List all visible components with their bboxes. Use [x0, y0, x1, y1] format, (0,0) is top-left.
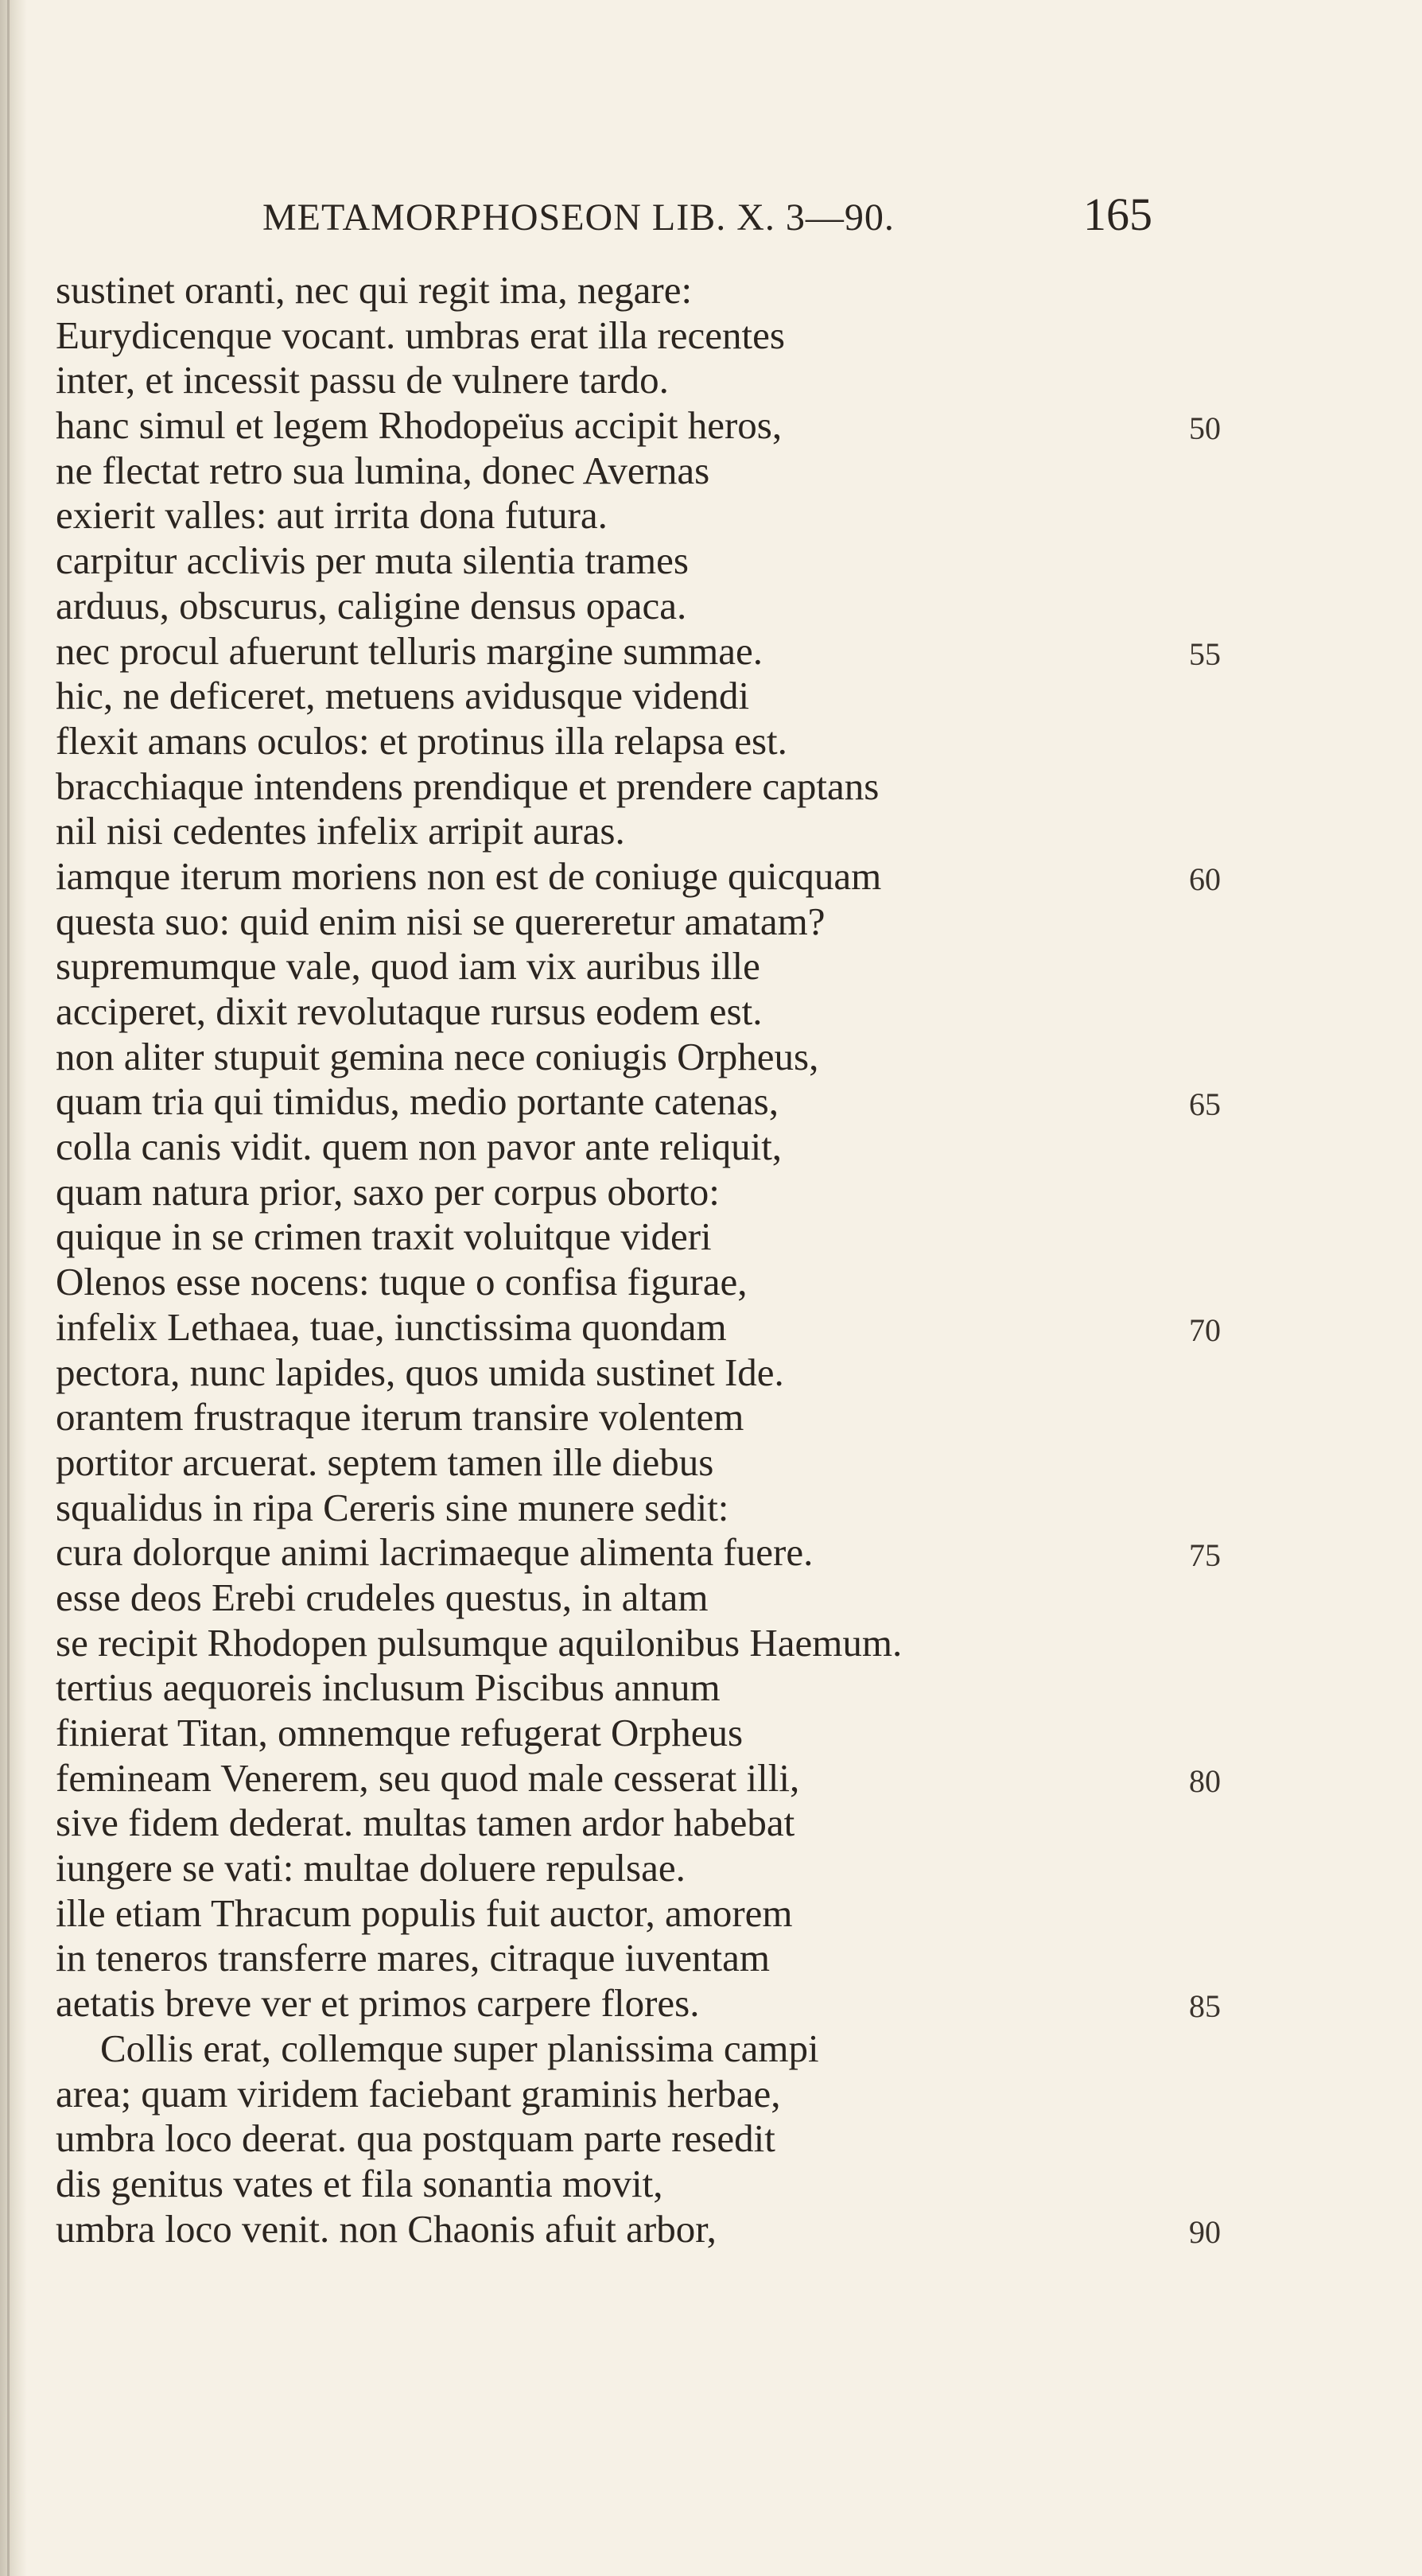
- verse-line-text: tertius aequoreis inclusum Piscibus annum: [56, 1665, 721, 1710]
- verse-line: [56, 1981, 1249, 2026]
- verse-line: [56, 1621, 1249, 1666]
- verse-line-text: carpitur acclivis per muta silentia trames: [56, 538, 689, 583]
- verse-line-text: in teneros transferre mares, citraque iuventam: [56, 1936, 770, 1980]
- verse-line: [56, 1395, 1249, 1440]
- verse-line-text: inter, et incessit passu de vulnere tardo.: [56, 358, 669, 402]
- verse-line-text: Collis erat, collemque super planissima campi: [100, 2026, 819, 2070]
- verse-line-text: arduus, obscurus, caligine densus opaca.: [56, 583, 687, 627]
- verse-line-text: infelix Lethaea, tuae, iunctissima quondam: [56, 1304, 727, 1349]
- verse-line: [56, 1170, 1249, 1215]
- verse-line-text: umbra loco deerat. qua postquam parte resedit: [56, 2116, 775, 2161]
- running-head: [0, 188, 1422, 251]
- verse-line-text: finierat Titan, omnemque refugerat Orpheus: [56, 1711, 744, 1754]
- verse-line: [56, 899, 1249, 945]
- verse-line: [56, 2026, 1249, 2072]
- verse-line-text: non aliter stupuit gemina nece coniugis Orpheus,: [56, 1034, 819, 1078]
- verse-line: [56, 1576, 1249, 1621]
- verse-line: [56, 1711, 1249, 1756]
- verse-line: [56, 2162, 1249, 2207]
- verse-line: [56, 1305, 1249, 1350]
- verse-line-text: Olenos esse nocens: tuque o confisa figurae,: [56, 1260, 748, 1304]
- verse-line-text: portitor arcuerat. septem tamen ille diebus: [56, 1440, 714, 1484]
- verse-line: [56, 1665, 1249, 1711]
- verse-line-text: bracchiaque intendens prendique et prendere captans: [56, 763, 880, 808]
- verse-line-text: ille etiam Thracum populis fuit auctor, amorem: [56, 1890, 793, 1935]
- running-title: METAMORPHOSEON LIB. X. 3—90.: [262, 196, 895, 239]
- line-number: 65: [1189, 1086, 1221, 1123]
- verse-line-text: ne flectat retro sua lumina, donec Avernas: [56, 448, 710, 492]
- page-gutter-shadow: [0, 0, 27, 2576]
- verse-line-text: esse deos Erebi crudeles questus, in altam: [56, 1575, 709, 1619]
- verse-line: [56, 1350, 1249, 1396]
- verse-line-text: quam tria qui timidus, medio portante catenas,: [56, 1079, 779, 1124]
- verse-line: [56, 764, 1249, 810]
- verse-line: [56, 719, 1249, 764]
- verse-line-text: hanc simul et legem Rhodopeïus accipit heros,: [56, 403, 783, 448]
- verse-line: [56, 1801, 1249, 1846]
- verse-line-text: quam natura prior, saxo per corpus oborto:: [56, 1169, 720, 1214]
- line-number: 90: [1189, 2213, 1221, 2250]
- verse-line-text: colla canis vidit. quem non pavor ante reliquit,: [56, 1125, 783, 1169]
- verse-line: [56, 1035, 1249, 1080]
- verse-line: [56, 989, 1249, 1035]
- verse-line: [56, 1936, 1249, 1981]
- verse-line: [56, 1756, 1249, 1801]
- verse-line: [56, 313, 1249, 359]
- line-number: 55: [1189, 635, 1221, 672]
- verse-line-text: pectora, nunc lapides, quos umida sustinet Ide.: [56, 1350, 784, 1394]
- verse-line: [56, 629, 1249, 674]
- verse-line: [56, 944, 1249, 989]
- verse-line: [56, 449, 1249, 494]
- verse-line: [56, 538, 1249, 584]
- verse-line: [56, 1846, 1249, 1891]
- verse-line: [56, 584, 1249, 629]
- verse-line: [56, 1891, 1249, 1937]
- verse-line-text: flexit amans oculos: et protinus illa relapsa est.: [56, 718, 787, 763]
- verse-line-text: aetatis breve ver et primos carpere flores.: [56, 1981, 700, 2026]
- verse-line: [56, 358, 1249, 403]
- verse-line-text: supremumque vale, quod iam vix auribus ille: [56, 944, 760, 989]
- verse-line: [56, 268, 1249, 313]
- verse-line-text: area; quam viridem faciebant graminis herbae,: [56, 2071, 781, 2116]
- verse-line: [56, 403, 1249, 449]
- verse-line-text: squalidus in ripa Cereris sine munere sedit:: [56, 1485, 729, 1529]
- line-number: 50: [1189, 410, 1221, 447]
- verse-line: [56, 2072, 1249, 2117]
- verse-line-text: umbra loco venit. non Chaonis afuit arbor,: [56, 2206, 717, 2251]
- verse-line: [56, 1440, 1249, 1486]
- verse-line-text: sustinet oranti, nec qui regit ima, negare:: [56, 268, 693, 312]
- verse-line-text: iungere se vati: multae doluere repulsae.: [56, 1846, 686, 1890]
- verse-line-text: nil nisi cedentes infelix arripit auras.: [56, 809, 625, 853]
- page-gutter-line: [7, 0, 10, 2576]
- verse-line: [56, 1079, 1249, 1125]
- verse-line-text: questa suo: quid enim nisi se quereretur amatam?: [56, 899, 826, 943]
- verse-line: [56, 809, 1249, 854]
- verse-line-text: Eurydicenque vocant. umbras erat illa recentes: [56, 313, 785, 357]
- verse-line: [56, 2207, 1249, 2252]
- line-number: 75: [1189, 1537, 1221, 1574]
- verse-line-text: iamque iterum moriens non est de coniuge quicquam: [56, 853, 882, 898]
- verse-line-text: exierit valles: aut irrita dona futura.: [56, 493, 608, 538]
- verse-line: [56, 1530, 1249, 1576]
- verse-line-text: orantem frustraque iterum transire volentem: [56, 1395, 744, 1440]
- verse-line: [56, 1214, 1249, 1260]
- verse-line: [56, 854, 1249, 899]
- verse-line: [56, 1125, 1249, 1170]
- verse-line: [56, 493, 1249, 538]
- verse-line-text: cura dolorque animi lacrimaeque alimenta fuere.: [56, 1530, 814, 1575]
- verse-line-text: acciperet, dixit revolutaque rursus eodem est.: [56, 989, 763, 1033]
- verse-line: [56, 1486, 1249, 1531]
- line-number: 60: [1189, 861, 1221, 897]
- line-number: 80: [1189, 1762, 1221, 1799]
- verse-line-text: nec procul afuerunt telluris margine summae.: [56, 628, 763, 673]
- verse-line-text: femineam Venerem, seu quod male cesserat illi,: [56, 1755, 800, 1800]
- verse-line-text: se recipit Rhodopen pulsumque aquilonibus Haemum.: [56, 1620, 903, 1665]
- verse-line-text: quique in se crimen traxit voluitque videri: [56, 1214, 712, 1259]
- verse-line-text: hic, ne deficeret, metuens avidusque videndi: [56, 674, 750, 718]
- verse-line: [56, 1260, 1249, 1305]
- line-number: 70: [1189, 1311, 1221, 1348]
- verse-line-text: dis genitus vates et fila sonantia movit,: [56, 2161, 663, 2205]
- verse-text-block: [56, 268, 1249, 2252]
- verse-line-text: sive fidem dederat. multas tamen ardor habebat: [56, 1801, 795, 1845]
- verse-line: [56, 2116, 1249, 2162]
- page-number: 165: [1083, 188, 1152, 240]
- line-number: 85: [1189, 1988, 1221, 2025]
- verse-line: [56, 674, 1249, 719]
